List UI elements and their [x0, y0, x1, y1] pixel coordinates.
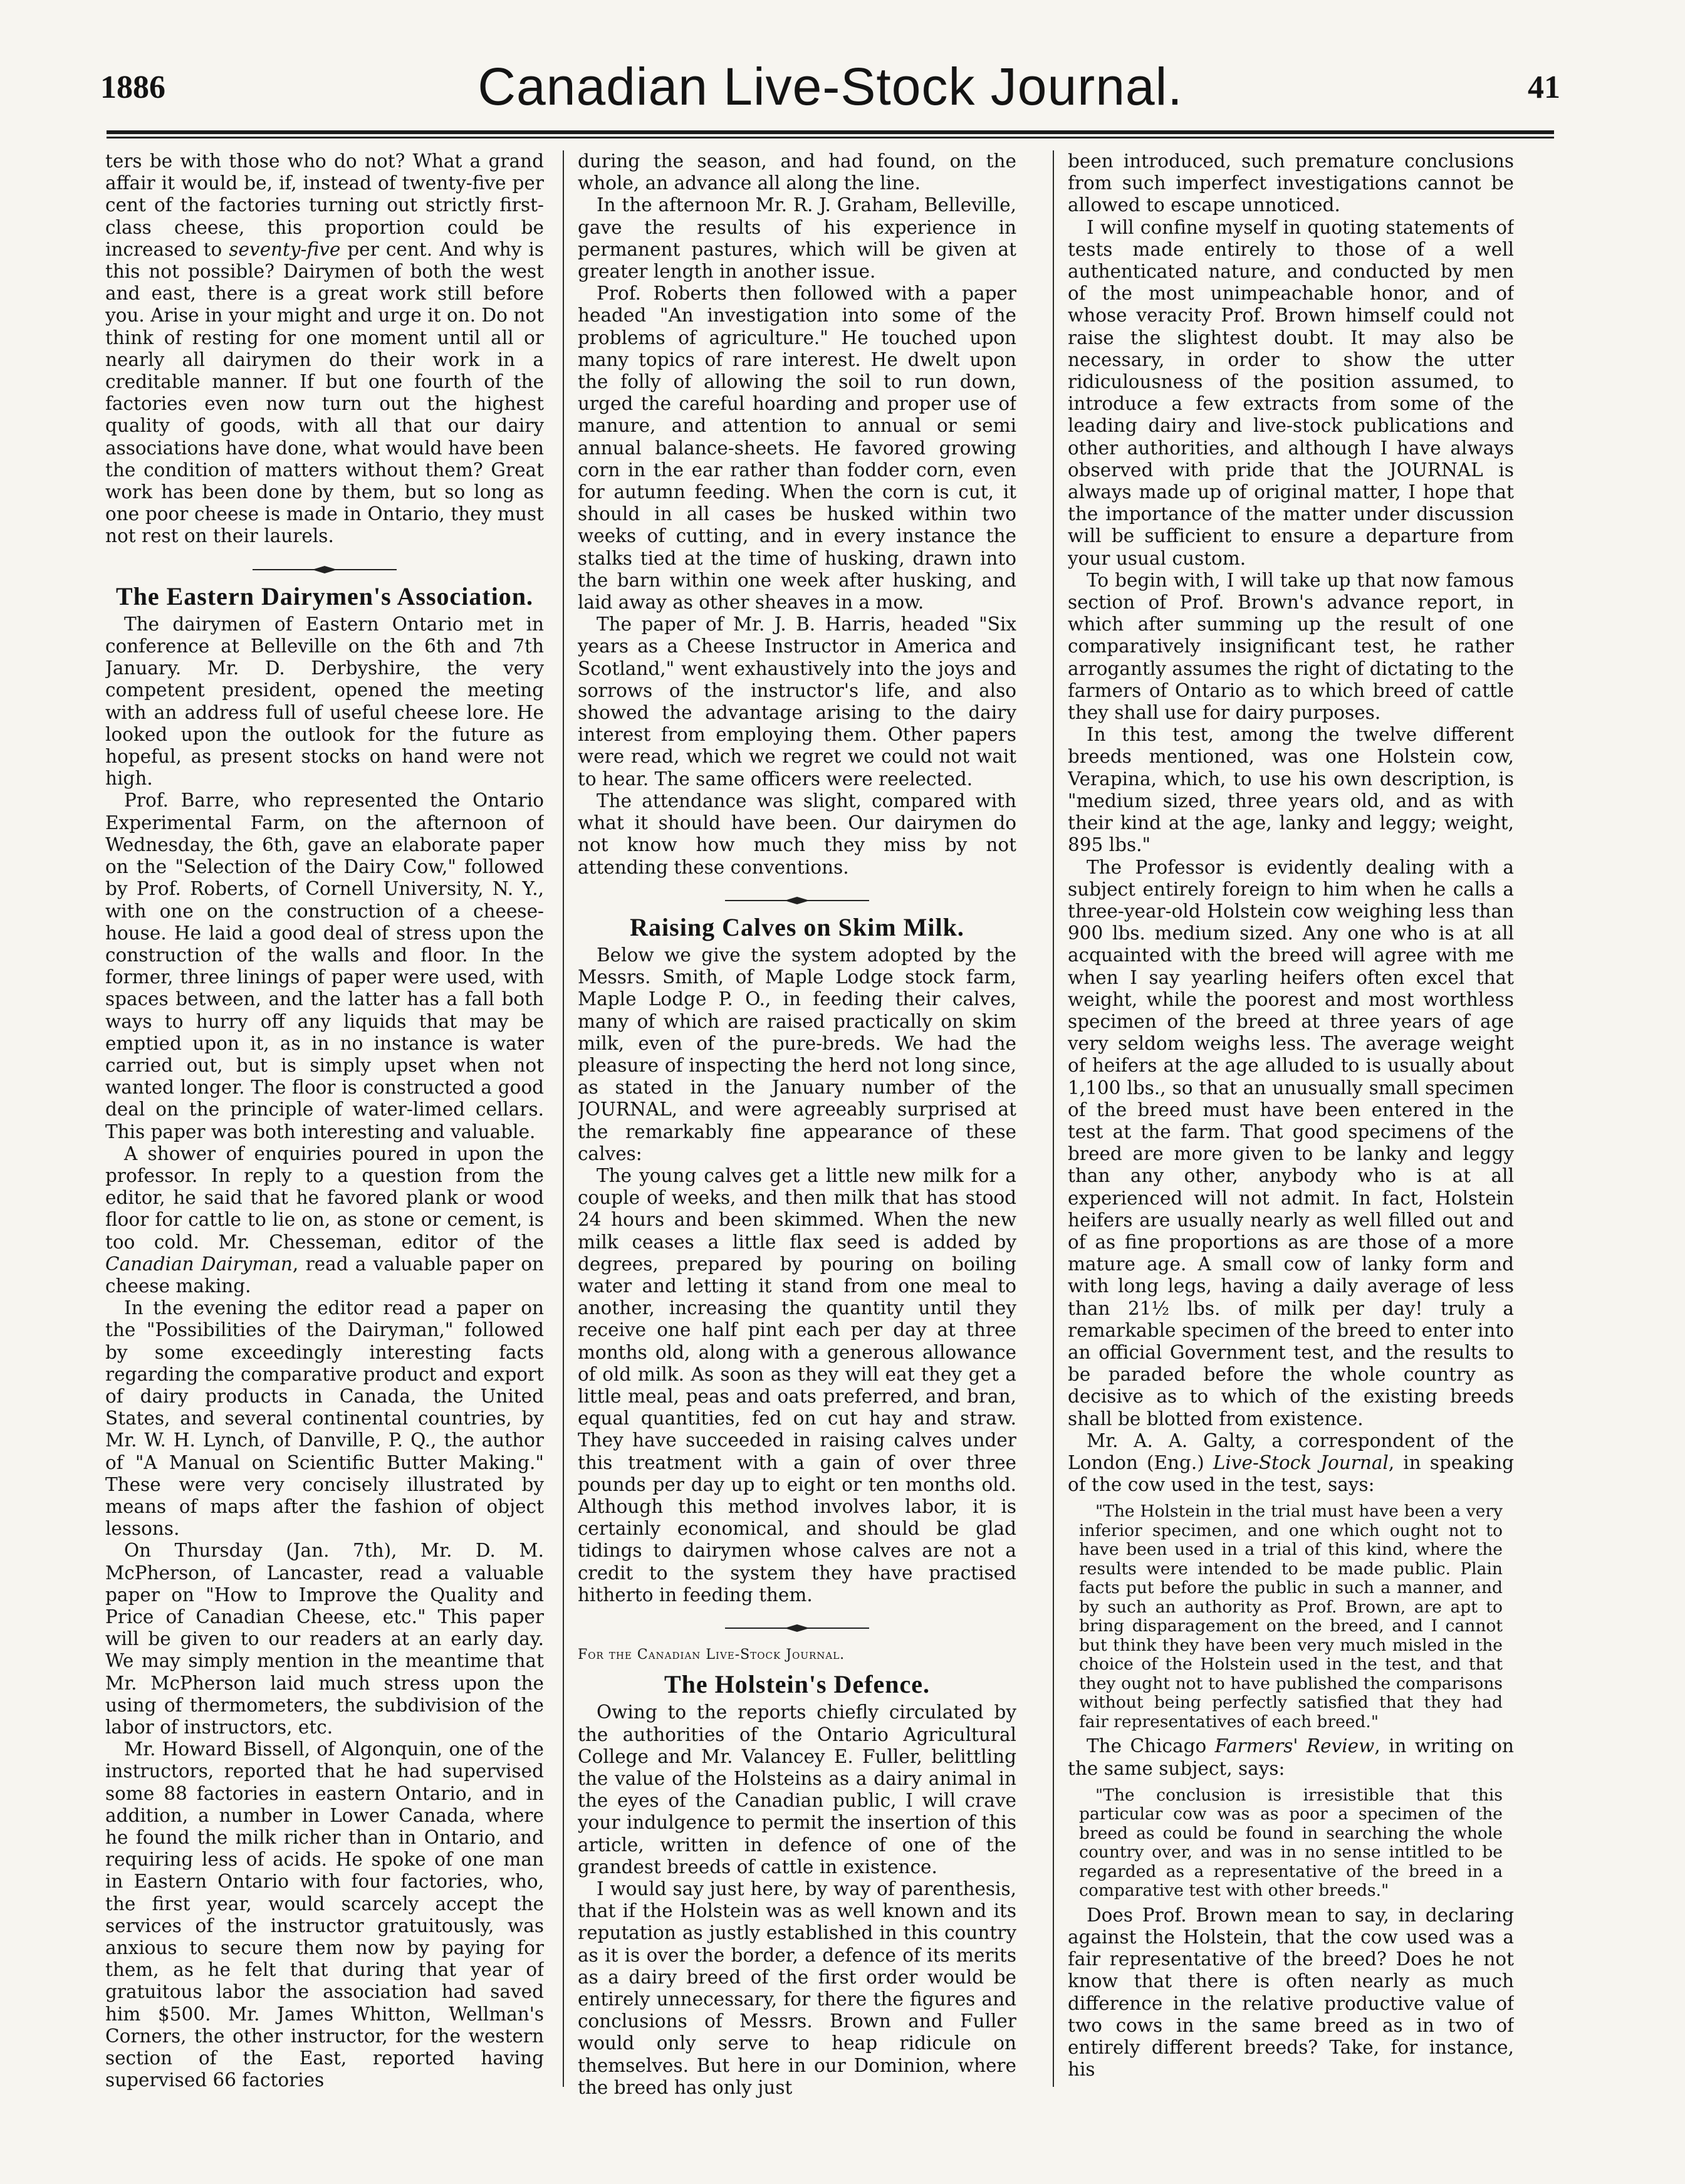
section-ornament-icon [253, 565, 397, 574]
column-2 [578, 150, 1016, 2118]
journal-title: Canadian Live-Stock Journal. [477, 57, 1183, 116]
paragraph: The Professor is evidently dealing with a subject entirely foreign to him when he calls a three-year-old Holstein cow weighing less than 900 lbs. medium sized. Any one who is at all acquainted with the breed will agree with me when I say yearling heifers often excel that weight, while the poorest and most worthless specimen of the breed at three years of age very seldom weighs less. The average weight of heifers at the age alluded to is usually about 1,100 lbs., so that an unusually small specimen of the breed must have been entered in the test at the farm. That good specimens of the breed are more given to be lanky and leggy than any other, anybody who is at all experienced will not admit. In fact, Holstein heifers are usually nearly as well filled out and of as fine proportions as are those of a more mature age. A small cow of lanky form and with long legs, having a daily average of less than 21½ lbs. of milk per day! truly a remarkable specimen of the breed to enter into an official Government test, and the results to be paraded before the whole country as decisive as to which of the existing breeds shall be blotted from existence. [1068, 856, 1514, 1429]
paragraph: In the afternoon Mr. R. J. Graham, Belleville, gave the results of his experience in permanent pastures, which will be given at greater length in another issue. [578, 194, 1016, 283]
section-ornament-icon [725, 1624, 869, 1633]
paragraph: Prof. Barre, who represented the Ontario Experimental Farm, on the afternoon of Wednesday, the 6th, gave an elaborate paper on the "Selection of the Dairy Cow," followed by Prof. Roberts, of Cornell University, N. Y., with one on the construction of a cheese-house. He laid a good deal of stress upon the construction of the walls and floor. In the former, three linings of paper were used, with spaces between, and the latter has a fall both ways to hurry off any liquids that may be emptied upon it, as in no instance is water carried out, but is simply upset when not wanted longer. The floor is constructed a good deal on the principle of water-limed cellars. This paper was both interesting and valuable. [105, 790, 544, 1142]
paragraph: The young calves get a little new milk for a couple of weeks, and then milk that has stood 24 hours and been skimmed. When the new milk ceases a little flax seed is added by degrees, prepared by pouring on boiling water and letting it stand from one meal to another, increasing the quantity until they receive one half pint each per day at three months old, along with a generous allowance of old milk. As soon as they will eat they get a little meal, peas and oats preferred, and bran, equal quantities, fed on cut hay and straw. They have succeeded in raising calves under this treatment with a gain of over three pounds per day up to eight or ten months old. Although this method involves labor, it is certainly economical, and should be glad tidings to dairymen whose calves are not a credit to the system they have practised hitherto in feeding them. [578, 1164, 1016, 1606]
paragraph: ters be with those who do not? What a grand affair it would be, if, instead of twenty-five per cent of the factories turning out strictly first-class cheese, this proportion could be increased to seventy-five per cent. And why is this not possible? Dairymen of both the west and east, there is a great work still before you. Arise in your might and urge it on. Do not think of resting for one moment until all or nearly all dairymen do their work in a creditable manner. If but one fourth of the factories even now turn out the highest quality of goods, with all that our dairy associations have done, what would have been the condition of matters without them? Great work has been done by them, but so long as one poor cheese is made in Ontario, they must not rest on their laurels. [105, 150, 544, 547]
paragraph: during the season, and had found, on the whole, an advance all along the line. [578, 150, 1016, 194]
paragraph: The attendance was slight, compared with what it should have been. Our dairymen do not know how much they miss by not attending these conventions. [578, 790, 1016, 878]
masthead [100, 56, 1560, 132]
paragraph: In this test, among the twelve different breeds mentioned, was one Holstein cow, Verapina, which, to use his own description, is "medium sized, three years old, and as with their kind at the age, lanky and leggy; weight, 895 lbs." [1068, 724, 1514, 856]
block-quote: "The conclusion is irresistible that this particular cow was as poor a specimen of the breed as could be found in searching the whole country over, and was in no sense intitled to be regarded as a representative of the breed in a comparative test with other breeds." [1079, 1785, 1503, 1901]
paragraph: I will confine myself in quoting statements of tests made entirely to those of a well authenticated nature, and conducted by men of the most unimpeachable honor, and of whose veracity Prof. Brown himself could not raise the slightest doubt. It may also be necessary, in order to show the utter ridiculousness of the position assumed, to introduce a few extracts from some of the leading dairy and live-stock publications and other authorities, and although I have always observed with pride that the JOURNAL is always made up of original matter, I hope that the importance of the matter under discussion will be sufficient to ensure a departure from your usual custom. [1068, 216, 1514, 569]
paragraph: Does Prof. Brown mean to say, in declaring against the Holstein, that the cow used was a fair representative of the breed? Does he not know that there is often nearly as much difference in the relative productive value of two cows in the same breed as in two of entirely different breeds? Take, for instance, his [1068, 1904, 1514, 2081]
paragraph: been introduced, such premature conclusions from such imperfect investigations cannot be allowed to escape unnoticed. [1068, 150, 1514, 216]
section-ornament-icon [725, 896, 869, 905]
article-heading: Raising Calves on Skim Milk. [630, 912, 964, 941]
paragraph: Mr. Howard Bissell, of Algonquin, one of the instructors, reported that he had supervised some 88 factories in eastern Ontario, and in addition, a number in Lower Canada, where he found the milk richer than in Ontario, and requiring less of acids. He spoke of one man in Eastern Ontario with four factories, who, the first year, would scarcely accept the services of the instructor gratuitously, was anxious to secure them now by paying for them, as he felt that during that year of gratuitous labor the association had saved him $500. Mr. James Whitton, Wellman's Corners, the other instructor, for the western section of the East, reported having supervised 66 factories [105, 1738, 544, 2091]
article-byline: For the Canadian Live-Stock Journal. [578, 1647, 845, 1663]
issue-year: 1886 [100, 70, 165, 105]
paragraph: A shower of enquiries poured in upon the professor. In reply to a question from the editor, he said that he favored plank or wood floor for cattle to lie on, as stone or cement, is too cold. Mr. Chesseman, editor of the Canadian Dairyman, read a valuable paper on cheese making. [105, 1142, 544, 1297]
paragraph: Owing to the reports chiefly circulated by the authorities of the Ontario Agricultural College and Mr. Valancey E. Fuller, belittling the value of the Holsteins as a dairy animal in the eyes of the Canadian public, I will crave your indulgence to permit the insertion of this article, written in defence of one of the grandest breeds of cattle in existence. [578, 1701, 1016, 1878]
paragraph: On Thursday (Jan. 7th), Mr. D. M. McPherson, of Lancaster, read a valuable paper on "How to Improve the Quality and Price of Canadian Cheese, etc." This paper will be given to our readers at an early day. We may simply mention in the meantime that Mr. McPherson laid much stress upon the using of thermometers, the subdivision of the labor of instructors, etc. [105, 1540, 544, 1738]
column-3 [1068, 150, 1514, 2118]
paragraph: To begin with, I will take up that now famous section of Prof. Brown's advance report, in which after summing up the result of one comparatively insignificant test, he rather arrogantly assumes the right of dictating to the farmers of Ontario as to which breed of cattle they shall use for dairy purposes. [1068, 569, 1514, 724]
masthead-rule [107, 130, 1554, 134]
paragraph: The Chicago Farmers' Review, in writing on the same subject, says: [1068, 1735, 1514, 1779]
page-number: 41 [1528, 70, 1560, 105]
block-quote: "The Holstein in the trial must have been a very inferior specimen, and one which ought not to have been used in a trial of this kind, where the results were intended to be made public. Plain facts put before the public in such a manner, and by such an authority as Prof. Brown, are apt to bring disparagement on the breed, and I cannot but think they have been very much misled in the choice of the Holstein used in the test, and that they ought not to have published the comparisons without being perfectly satisfied that they had fair representatives of each breed." [1079, 1502, 1503, 1732]
article-heading: The Holstein's Defence. [664, 1670, 931, 1699]
article-heading: The Eastern Dairymen's Association. [115, 582, 534, 610]
paragraph: Below we give the system adopted by the Messrs. Smith, of Maple Lodge stock farm, Maple Lodge P. O., in feeding their calves, many of which are raised practically on skim milk, even of the pure-breds. We had the pleasure of inspecting the herd not long since, as stated in the January number of the JOURNAL, and were agreeably surprised at the remarkably fine appearance of these calves: [578, 944, 1016, 1164]
column-divider [1053, 150, 1054, 2087]
paragraph: Mr. A. A. Galty, a correspondent of the London (Eng.) Live-Stock Journal, in speaking of the cow used in the test, says: [1068, 1429, 1514, 1496]
paragraph: In the evening the editor read a paper on the "Possibilities of the Dairyman," followed by some exceedingly interesting facts regarding the comparative product and export of dairy products in Canada, the United States, and several continental countries, by Mr. W. H. Lynch, of Danville, P. Q., the author of "A Manual on Scientific Butter Making." These were very concisely illustrated by means of maps after the fashion of object lessons. [105, 1297, 544, 1540]
paragraph: I would say just here, by way of parenthesis, that if the Holstein was as well known and its reputation as justly established in this country as it is over the border, a defence of its merits as a dairy breed of the first order would be entirely unnecessary, for there the figures and conclusions of Messrs. Brown and Fuller would only serve to heap ridicule on themselves. But here in our Dominion, where the breed has only just [578, 1878, 1016, 2098]
column-1 [105, 150, 544, 2118]
paragraph: Prof. Roberts then followed with a paper headed "An investigation into some of the problems of agriculture." He touched upon many topics of rare interest. He dwelt upon the folly of allowing the soil to run down, urged the careful hoarding and proper use of manure, and attention to annual or semi annual balance-sheets. He favored growing corn in the ear rather than fodder corn, even for autumn feeding. When the corn is cut, it should in all cases be husked within two weeks of cutting, and in every instance the stalks tied at the time of husking, drawn into the barn within one week after husking, and laid away as other sheaves in a mow. [578, 283, 1016, 614]
masthead-rule-thin [107, 137, 1554, 138]
paragraph: The dairymen of Eastern Ontario met in conference at Belleville on the 6th and 7th January. Mr. D. Derbyshire, the very competent president, opened the meeting with an address full of useful cheese lore. He looked upon the outlook for the future as hopeful, as present stocks on hand were not high. [105, 613, 544, 790]
paragraph: The paper of Mr. J. B. Harris, headed "Six years as a Cheese Instructor in America and Scotland," went exhaustively into the joys and sorrows of the instructor's life, and also showed the advantage arising to the dairy interest from employing them. Other papers were read, which we regret we could not wait to hear. The same officers were reelected. [578, 614, 1016, 790]
column-divider [563, 150, 564, 2087]
